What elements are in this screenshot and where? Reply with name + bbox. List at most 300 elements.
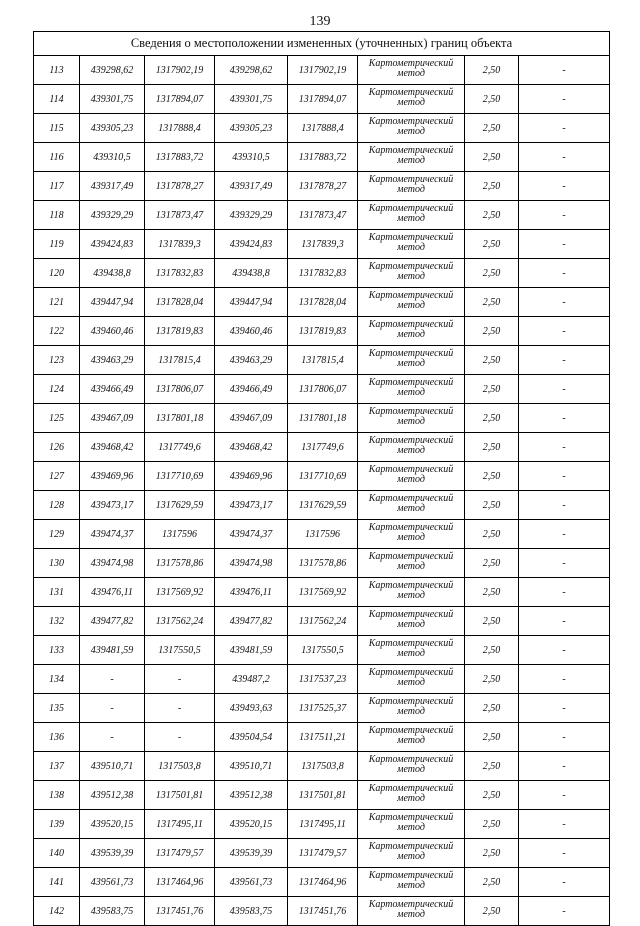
- description-cell: -: [519, 85, 610, 114]
- method-text: Картометрический: [368, 406, 454, 417]
- existing-x-cell: 439539,39: [80, 839, 145, 868]
- existing-x-cell: 439329,29: [80, 201, 145, 230]
- description-cell: -: [519, 346, 610, 375]
- refined-x-cell: 439463,29: [215, 346, 288, 375]
- refined-x-cell: 439469,96: [215, 462, 288, 491]
- description-cell: -: [519, 752, 610, 781]
- existing-x-cell: 439473,17: [80, 491, 145, 520]
- method-text: Картометрический: [368, 754, 454, 765]
- method-text: метод: [397, 68, 425, 79]
- existing-x-cell: 439512,38: [80, 781, 145, 810]
- method-text: метод: [397, 503, 425, 514]
- table-row: [34, 201, 610, 230]
- existing-y-cell: 1317569,92: [145, 578, 215, 607]
- accuracy-cell: 2,50: [465, 462, 519, 491]
- table-row: [34, 868, 610, 897]
- table-row: [34, 462, 610, 491]
- description-cell: -: [519, 462, 610, 491]
- method-cell: [358, 259, 465, 288]
- description-cell: -: [519, 114, 610, 143]
- accuracy-cell: 2,50: [465, 404, 519, 433]
- refined-x-cell: 439473,17: [215, 491, 288, 520]
- refined-y-cell: 1317525,37: [288, 694, 358, 723]
- existing-x-cell: 439424,83: [80, 230, 145, 259]
- existing-y-cell: 1317550,5: [145, 636, 215, 665]
- method-text: Картометрический: [368, 841, 454, 852]
- table-row: [34, 665, 610, 694]
- method-text: Картометрический: [368, 348, 454, 359]
- description-cell: -: [519, 607, 610, 636]
- table-row: [34, 433, 610, 462]
- refined-x-cell: 439493,63: [215, 694, 288, 723]
- accuracy-cell: 2,50: [465, 520, 519, 549]
- refined-y-cell: 1317883,72: [288, 143, 358, 172]
- accuracy-cell: 2,50: [465, 839, 519, 868]
- refined-y-cell: 1317578,86: [288, 549, 358, 578]
- point-number-cell: 128: [34, 491, 80, 520]
- refined-y-cell: 1317562,24: [288, 607, 358, 636]
- method-text: Картометрический: [368, 174, 454, 185]
- existing-x-cell: 439469,96: [80, 462, 145, 491]
- table-row: [34, 317, 610, 346]
- existing-y-cell: 1317819,83: [145, 317, 215, 346]
- description-cell: -: [519, 375, 610, 404]
- refined-x-cell: 439583,75: [215, 897, 288, 926]
- method-cell: [358, 404, 465, 433]
- method-cell: [358, 230, 465, 259]
- method-text: метод: [397, 445, 425, 456]
- refined-y-cell: 1317801,18: [288, 404, 358, 433]
- accuracy-cell: 2,50: [465, 491, 519, 520]
- method-text: метод: [397, 358, 425, 369]
- existing-y-cell: 1317806,07: [145, 375, 215, 404]
- accuracy-cell: 2,50: [465, 85, 519, 114]
- point-number-cell: 127: [34, 462, 80, 491]
- existing-x-cell: 439520,15: [80, 810, 145, 839]
- description-cell: -: [519, 56, 610, 85]
- table-row: [34, 85, 610, 114]
- refined-y-cell: 1317878,27: [288, 172, 358, 201]
- point-number-cell: 134: [34, 665, 80, 694]
- method-text: Картометрический: [368, 319, 454, 330]
- method-text: метод: [397, 242, 425, 253]
- refined-y-cell: 1317569,92: [288, 578, 358, 607]
- existing-y-cell: 1317596: [145, 520, 215, 549]
- method-text: Картометрический: [368, 870, 454, 881]
- method-text: Картометрический: [368, 493, 454, 504]
- method-cell: [358, 665, 465, 694]
- table-row: [34, 636, 610, 665]
- accuracy-cell: 2,50: [465, 781, 519, 810]
- point-number-cell: 140: [34, 839, 80, 868]
- method-text: метод: [397, 387, 425, 398]
- method-text: Картометрический: [368, 58, 454, 69]
- table-title-row: [34, 32, 610, 56]
- description-cell: -: [519, 288, 610, 317]
- method-text: Картометрический: [368, 638, 454, 649]
- existing-x-cell: 439510,71: [80, 752, 145, 781]
- description-cell: -: [519, 694, 610, 723]
- method-text: метод: [397, 300, 425, 311]
- table-row: [34, 752, 610, 781]
- table-row: [34, 288, 610, 317]
- existing-y-cell: 1317839,3: [145, 230, 215, 259]
- point-number-cell: 120: [34, 259, 80, 288]
- table-row: [34, 723, 610, 752]
- method-cell: [358, 549, 465, 578]
- method-text: Картометрический: [368, 377, 454, 388]
- table-title: Сведения о местоположении измененных (уточненных) границ объекта: [34, 32, 610, 56]
- point-number-cell: 136: [34, 723, 80, 752]
- method-text: метод: [397, 184, 425, 195]
- description-cell: -: [519, 723, 610, 752]
- accuracy-cell: 2,50: [465, 665, 519, 694]
- method-cell: [358, 636, 465, 665]
- existing-y-cell: -: [145, 665, 215, 694]
- description-cell: -: [519, 172, 610, 201]
- existing-x-cell: 439583,75: [80, 897, 145, 926]
- accuracy-cell: 2,50: [465, 230, 519, 259]
- refined-x-cell: 439329,29: [215, 201, 288, 230]
- existing-x-cell: -: [80, 694, 145, 723]
- table-row: [34, 172, 610, 201]
- method-text: Картометрический: [368, 696, 454, 707]
- method-text: метод: [397, 126, 425, 137]
- existing-x-cell: 439301,75: [80, 85, 145, 114]
- method-text: Картометрический: [368, 464, 454, 475]
- refined-y-cell: 1317464,96: [288, 868, 358, 897]
- method-text: метод: [397, 764, 425, 775]
- method-text: Картометрический: [368, 783, 454, 794]
- method-text: метод: [397, 648, 425, 659]
- method-cell: [358, 781, 465, 810]
- point-number-cell: 114: [34, 85, 80, 114]
- description-cell: -: [519, 897, 610, 926]
- method-cell: [358, 288, 465, 317]
- existing-x-cell: 439460,46: [80, 317, 145, 346]
- refined-y-cell: 1317511,21: [288, 723, 358, 752]
- refined-y-cell: 1317832,83: [288, 259, 358, 288]
- accuracy-cell: 2,50: [465, 578, 519, 607]
- accuracy-cell: 2,50: [465, 259, 519, 288]
- table-row: [34, 897, 610, 926]
- point-number-cell: 135: [34, 694, 80, 723]
- point-number-cell: 122: [34, 317, 80, 346]
- accuracy-cell: 2,50: [465, 346, 519, 375]
- existing-x-cell: 439467,09: [80, 404, 145, 433]
- existing-y-cell: 1317832,83: [145, 259, 215, 288]
- method-text: метод: [397, 880, 425, 891]
- refined-y-cell: 1317501,81: [288, 781, 358, 810]
- existing-y-cell: 1317495,11: [145, 810, 215, 839]
- point-number-cell: 115: [34, 114, 80, 143]
- existing-y-cell: 1317828,04: [145, 288, 215, 317]
- existing-x-cell: 439438,8: [80, 259, 145, 288]
- accuracy-cell: 2,50: [465, 694, 519, 723]
- accuracy-cell: 2,50: [465, 897, 519, 926]
- page-number: 139: [309, 14, 331, 29]
- method-cell: [358, 346, 465, 375]
- refined-y-cell: 1317888,4: [288, 114, 358, 143]
- existing-x-cell: 439481,59: [80, 636, 145, 665]
- refined-x-cell: 439512,38: [215, 781, 288, 810]
- method-text: метод: [397, 590, 425, 601]
- description-cell: -: [519, 810, 610, 839]
- point-number-cell: 139: [34, 810, 80, 839]
- refined-y-cell: 1317596: [288, 520, 358, 549]
- accuracy-cell: 2,50: [465, 288, 519, 317]
- method-text: метод: [397, 532, 425, 543]
- point-number-cell: 121: [34, 288, 80, 317]
- refined-x-cell: 439305,23: [215, 114, 288, 143]
- refined-x-cell: 439424,83: [215, 230, 288, 259]
- method-cell: [358, 114, 465, 143]
- method-text: метод: [397, 909, 425, 920]
- existing-y-cell: 1317749,6: [145, 433, 215, 462]
- method-text: Картометрический: [368, 580, 454, 591]
- method-text: метод: [397, 155, 425, 166]
- table-row: [34, 781, 610, 810]
- method-text: метод: [397, 213, 425, 224]
- method-text: метод: [397, 706, 425, 717]
- existing-y-cell: -: [145, 694, 215, 723]
- existing-x-cell: 439476,11: [80, 578, 145, 607]
- table-row: [34, 56, 610, 85]
- refined-x-cell: 439504,54: [215, 723, 288, 752]
- accuracy-cell: 2,50: [465, 56, 519, 85]
- method-cell: [358, 172, 465, 201]
- method-cell: [358, 810, 465, 839]
- refined-x-cell: 439539,39: [215, 839, 288, 868]
- refined-y-cell: 1317806,07: [288, 375, 358, 404]
- point-number-cell: 129: [34, 520, 80, 549]
- method-text: Картометрический: [368, 609, 454, 620]
- method-text: метод: [397, 677, 425, 688]
- accuracy-cell: 2,50: [465, 375, 519, 404]
- method-text: метод: [397, 474, 425, 485]
- table-row: [34, 114, 610, 143]
- description-cell: -: [519, 665, 610, 694]
- method-text: Картометрический: [368, 435, 454, 446]
- refined-x-cell: 439474,37: [215, 520, 288, 549]
- point-number-cell: 132: [34, 607, 80, 636]
- refined-y-cell: 1317550,5: [288, 636, 358, 665]
- existing-y-cell: 1317710,69: [145, 462, 215, 491]
- table-row: [34, 810, 610, 839]
- method-cell: [358, 752, 465, 781]
- refined-y-cell: 1317451,76: [288, 897, 358, 926]
- existing-y-cell: 1317902,19: [145, 56, 215, 85]
- method-cell: [358, 868, 465, 897]
- refined-x-cell: 439460,46: [215, 317, 288, 346]
- method-text: Картометрический: [368, 145, 454, 156]
- refined-x-cell: 439298,62: [215, 56, 288, 85]
- refined-x-cell: 439476,11: [215, 578, 288, 607]
- method-text: метод: [397, 271, 425, 282]
- method-text: Картометрический: [368, 261, 454, 272]
- point-number-cell: 141: [34, 868, 80, 897]
- refined-x-cell: 439487,2: [215, 665, 288, 694]
- existing-y-cell: 1317451,76: [145, 897, 215, 926]
- point-number-cell: 124: [34, 375, 80, 404]
- method-text: метод: [397, 822, 425, 833]
- method-text: Картометрический: [368, 725, 454, 736]
- refined-x-cell: 439477,82: [215, 607, 288, 636]
- method-cell: [358, 578, 465, 607]
- existing-y-cell: 1317501,81: [145, 781, 215, 810]
- point-number-cell: 113: [34, 56, 80, 85]
- table-row: [34, 578, 610, 607]
- accuracy-cell: 2,50: [465, 114, 519, 143]
- method-cell: [358, 839, 465, 868]
- method-text: Картометрический: [368, 551, 454, 562]
- refined-x-cell: 439481,59: [215, 636, 288, 665]
- refined-y-cell: 1317495,11: [288, 810, 358, 839]
- accuracy-cell: 2,50: [465, 868, 519, 897]
- point-number-cell: 123: [34, 346, 80, 375]
- existing-y-cell: 1317503,8: [145, 752, 215, 781]
- existing-y-cell: 1317815,4: [145, 346, 215, 375]
- refined-x-cell: 439467,09: [215, 404, 288, 433]
- method-cell: [358, 897, 465, 926]
- method-text: Картометрический: [368, 232, 454, 243]
- refined-y-cell: 1317873,47: [288, 201, 358, 230]
- method-text: Картометрический: [368, 116, 454, 127]
- method-cell: [358, 201, 465, 230]
- existing-y-cell: 1317801,18: [145, 404, 215, 433]
- description-cell: -: [519, 549, 610, 578]
- method-cell: [358, 433, 465, 462]
- existing-y-cell: 1317873,47: [145, 201, 215, 230]
- refined-y-cell: 1317479,57: [288, 839, 358, 868]
- refined-x-cell: 439301,75: [215, 85, 288, 114]
- point-number-cell: 142: [34, 897, 80, 926]
- existing-y-cell: 1317878,27: [145, 172, 215, 201]
- point-number-cell: 131: [34, 578, 80, 607]
- point-number-cell: 126: [34, 433, 80, 462]
- method-cell: [358, 143, 465, 172]
- refined-x-cell: 439561,73: [215, 868, 288, 897]
- table-row: [34, 346, 610, 375]
- method-text: Картометрический: [368, 899, 454, 910]
- description-cell: -: [519, 230, 610, 259]
- description-cell: -: [519, 868, 610, 897]
- accuracy-cell: 2,50: [465, 201, 519, 230]
- method-cell: [358, 491, 465, 520]
- description-cell: -: [519, 404, 610, 433]
- method-cell: [358, 317, 465, 346]
- method-cell: [358, 723, 465, 752]
- method-cell: [358, 462, 465, 491]
- table-row: [34, 549, 610, 578]
- description-cell: -: [519, 491, 610, 520]
- accuracy-cell: 2,50: [465, 607, 519, 636]
- existing-y-cell: 1317888,4: [145, 114, 215, 143]
- method-text: метод: [397, 793, 425, 804]
- refined-y-cell: 1317902,19: [288, 56, 358, 85]
- method-text: метод: [397, 561, 425, 572]
- accuracy-cell: 2,50: [465, 810, 519, 839]
- refined-y-cell: 1317839,3: [288, 230, 358, 259]
- accuracy-cell: 2,50: [465, 317, 519, 346]
- table-row: [34, 143, 610, 172]
- refined-x-cell: 439310,5: [215, 143, 288, 172]
- method-text: метод: [397, 851, 425, 862]
- description-cell: -: [519, 636, 610, 665]
- existing-x-cell: 439305,23: [80, 114, 145, 143]
- method-text: метод: [397, 619, 425, 630]
- existing-y-cell: -: [145, 723, 215, 752]
- refined-x-cell: 439317,49: [215, 172, 288, 201]
- method-text: Картометрический: [368, 87, 454, 98]
- existing-x-cell: -: [80, 665, 145, 694]
- table-row: [34, 520, 610, 549]
- accuracy-cell: 2,50: [465, 549, 519, 578]
- description-cell: -: [519, 433, 610, 462]
- method-cell: [358, 375, 465, 404]
- refined-x-cell: 439468,42: [215, 433, 288, 462]
- table-row: [34, 839, 610, 868]
- accuracy-cell: 2,50: [465, 143, 519, 172]
- accuracy-cell: 2,50: [465, 752, 519, 781]
- refined-x-cell: 439510,71: [215, 752, 288, 781]
- method-cell: [358, 607, 465, 636]
- description-cell: -: [519, 839, 610, 868]
- existing-x-cell: -: [80, 723, 145, 752]
- refined-y-cell: 1317894,07: [288, 85, 358, 114]
- table-row: [34, 607, 610, 636]
- accuracy-cell: 2,50: [465, 636, 519, 665]
- table-row: [34, 491, 610, 520]
- point-number-cell: 117: [34, 172, 80, 201]
- method-text: Картометрический: [368, 812, 454, 823]
- method-cell: [358, 520, 465, 549]
- method-text: метод: [397, 97, 425, 108]
- refined-y-cell: 1317749,6: [288, 433, 358, 462]
- existing-y-cell: 1317562,24: [145, 607, 215, 636]
- accuracy-cell: 2,50: [465, 433, 519, 462]
- table-row: [34, 375, 610, 404]
- refined-x-cell: 439520,15: [215, 810, 288, 839]
- table-row: [34, 259, 610, 288]
- existing-x-cell: 439447,94: [80, 288, 145, 317]
- existing-y-cell: 1317464,96: [145, 868, 215, 897]
- existing-x-cell: 439463,29: [80, 346, 145, 375]
- method-text: Картометрический: [368, 290, 454, 301]
- table-row: [34, 694, 610, 723]
- point-number-cell: 119: [34, 230, 80, 259]
- point-number-cell: 116: [34, 143, 80, 172]
- method-text: метод: [397, 329, 425, 340]
- accuracy-cell: 2,50: [465, 172, 519, 201]
- refined-y-cell: 1317828,04: [288, 288, 358, 317]
- method-text: Картометрический: [368, 522, 454, 533]
- method-text: Картометрический: [368, 203, 454, 214]
- existing-y-cell: 1317883,72: [145, 143, 215, 172]
- refined-y-cell: 1317537,23: [288, 665, 358, 694]
- method-cell: [358, 85, 465, 114]
- existing-y-cell: 1317479,57: [145, 839, 215, 868]
- existing-x-cell: 439468,42: [80, 433, 145, 462]
- refined-y-cell: 1317815,4: [288, 346, 358, 375]
- method-text: Картометрический: [368, 667, 454, 678]
- refined-y-cell: 1317819,83: [288, 317, 358, 346]
- point-number-cell: 125: [34, 404, 80, 433]
- table-row: [34, 230, 610, 259]
- refined-y-cell: 1317629,59: [288, 491, 358, 520]
- point-number-cell: 138: [34, 781, 80, 810]
- refined-y-cell: 1317710,69: [288, 462, 358, 491]
